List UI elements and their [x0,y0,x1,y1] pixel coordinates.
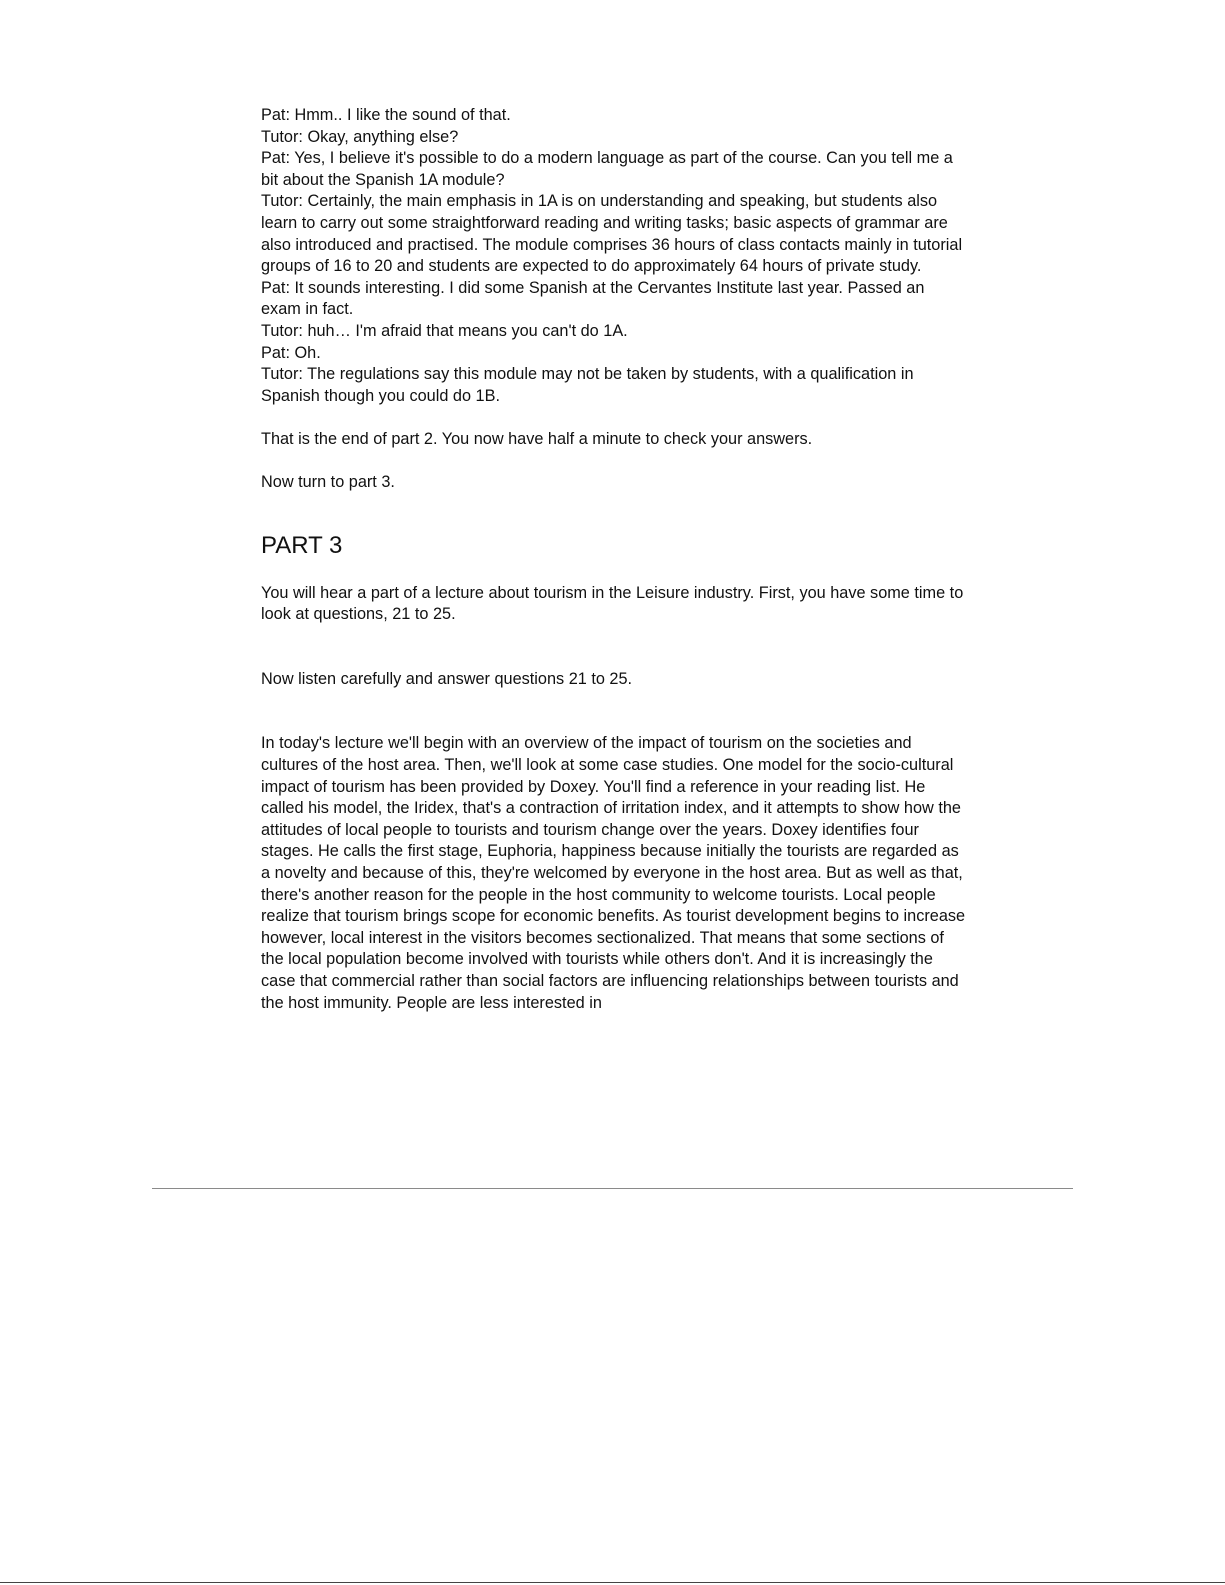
dialogue-line: Tutor: The regulations say this module may not be taken by students, with a qualification in Spanish though you could do 1B. [261,365,914,405]
dialogue-line: Tutor: huh… I'm afraid that means you can't do 1A. [261,321,628,340]
dialogue-line: Pat: Oh. [261,343,321,362]
dialogue-line: Tutor: Okay, anything else? [261,127,459,146]
page-bottom-edge [0,1582,1225,1583]
listen-instruction: Now listen carefully and answer questions 21 to 25. [261,669,633,688]
dialogue-line: Pat: Yes, I believe it's possible to do a modern language as part of the course. Can you tell me a bit about the Spanish 1A module? [261,149,953,189]
lecture-transcript: In today's lecture we'll begin with an overview of the impact of tourism on the societies and cultures of the host area. Then, we'll look at some case studies. One model for the socio-cultural impact of tourism has been provided by Doxey. You'll find a reference in your reading list. He called his model, the Iridex, that's a contraction of irritation index, and it attempts to show how the attitudes of local people to tourists and tourism change over the years. Doxey identifies four stages. He calls the first stage, Euphoria, happiness because initially the tourists are regarded as a novelty and because of this, they're welcomed by everyone in the host area. But as well as that, there's another reason for the people in the host community to welcome tourists. Local people realize that tourism brings scope for economic benefits. As tourist development begins to increase however, local interest in the visitors becomes sectionalized. That means that some sections of the local population become involved with tourists while others don't. And it is increasingly the case that commercial rather than social factors are influencing relationships between tourists and the host immunity. People are less interested in [261,734,966,1012]
dialogue-line: Tutor: Certainly, the main emphasis in 1A is on understanding and speaking, but students also learn to carry out some straightforward reading and writing tasks; basic aspects of grammar are also introduced and practised. The module comprises 36 hours of class contacts mainly in tutorial groups of 16 to 20 and students are expected to do approximately 64 hours of private study. [261,192,963,276]
part-3-heading: PART 3 [261,531,343,559]
dialogue-line: Pat: Hmm.. I like the sound of that. [261,106,511,124]
dialogue-line: Pat: It sounds interesting. I did some Spanish at the Cervantes Institute last year. Passed an exam in fact. [261,278,925,319]
page-divider [152,1188,1073,1189]
turn-to-part-3-note: Now turn to part 3. [261,473,395,492]
transcript-body [261,105,966,1014]
part-3-intro: You will hear a part of a lecture about tourism in the Leisure industry. First, you have some time to look at questions, 21 to 25. [261,583,964,624]
end-of-part-2-note: That is the end of part 2. You now have half a minute to check your answers. [261,429,813,448]
